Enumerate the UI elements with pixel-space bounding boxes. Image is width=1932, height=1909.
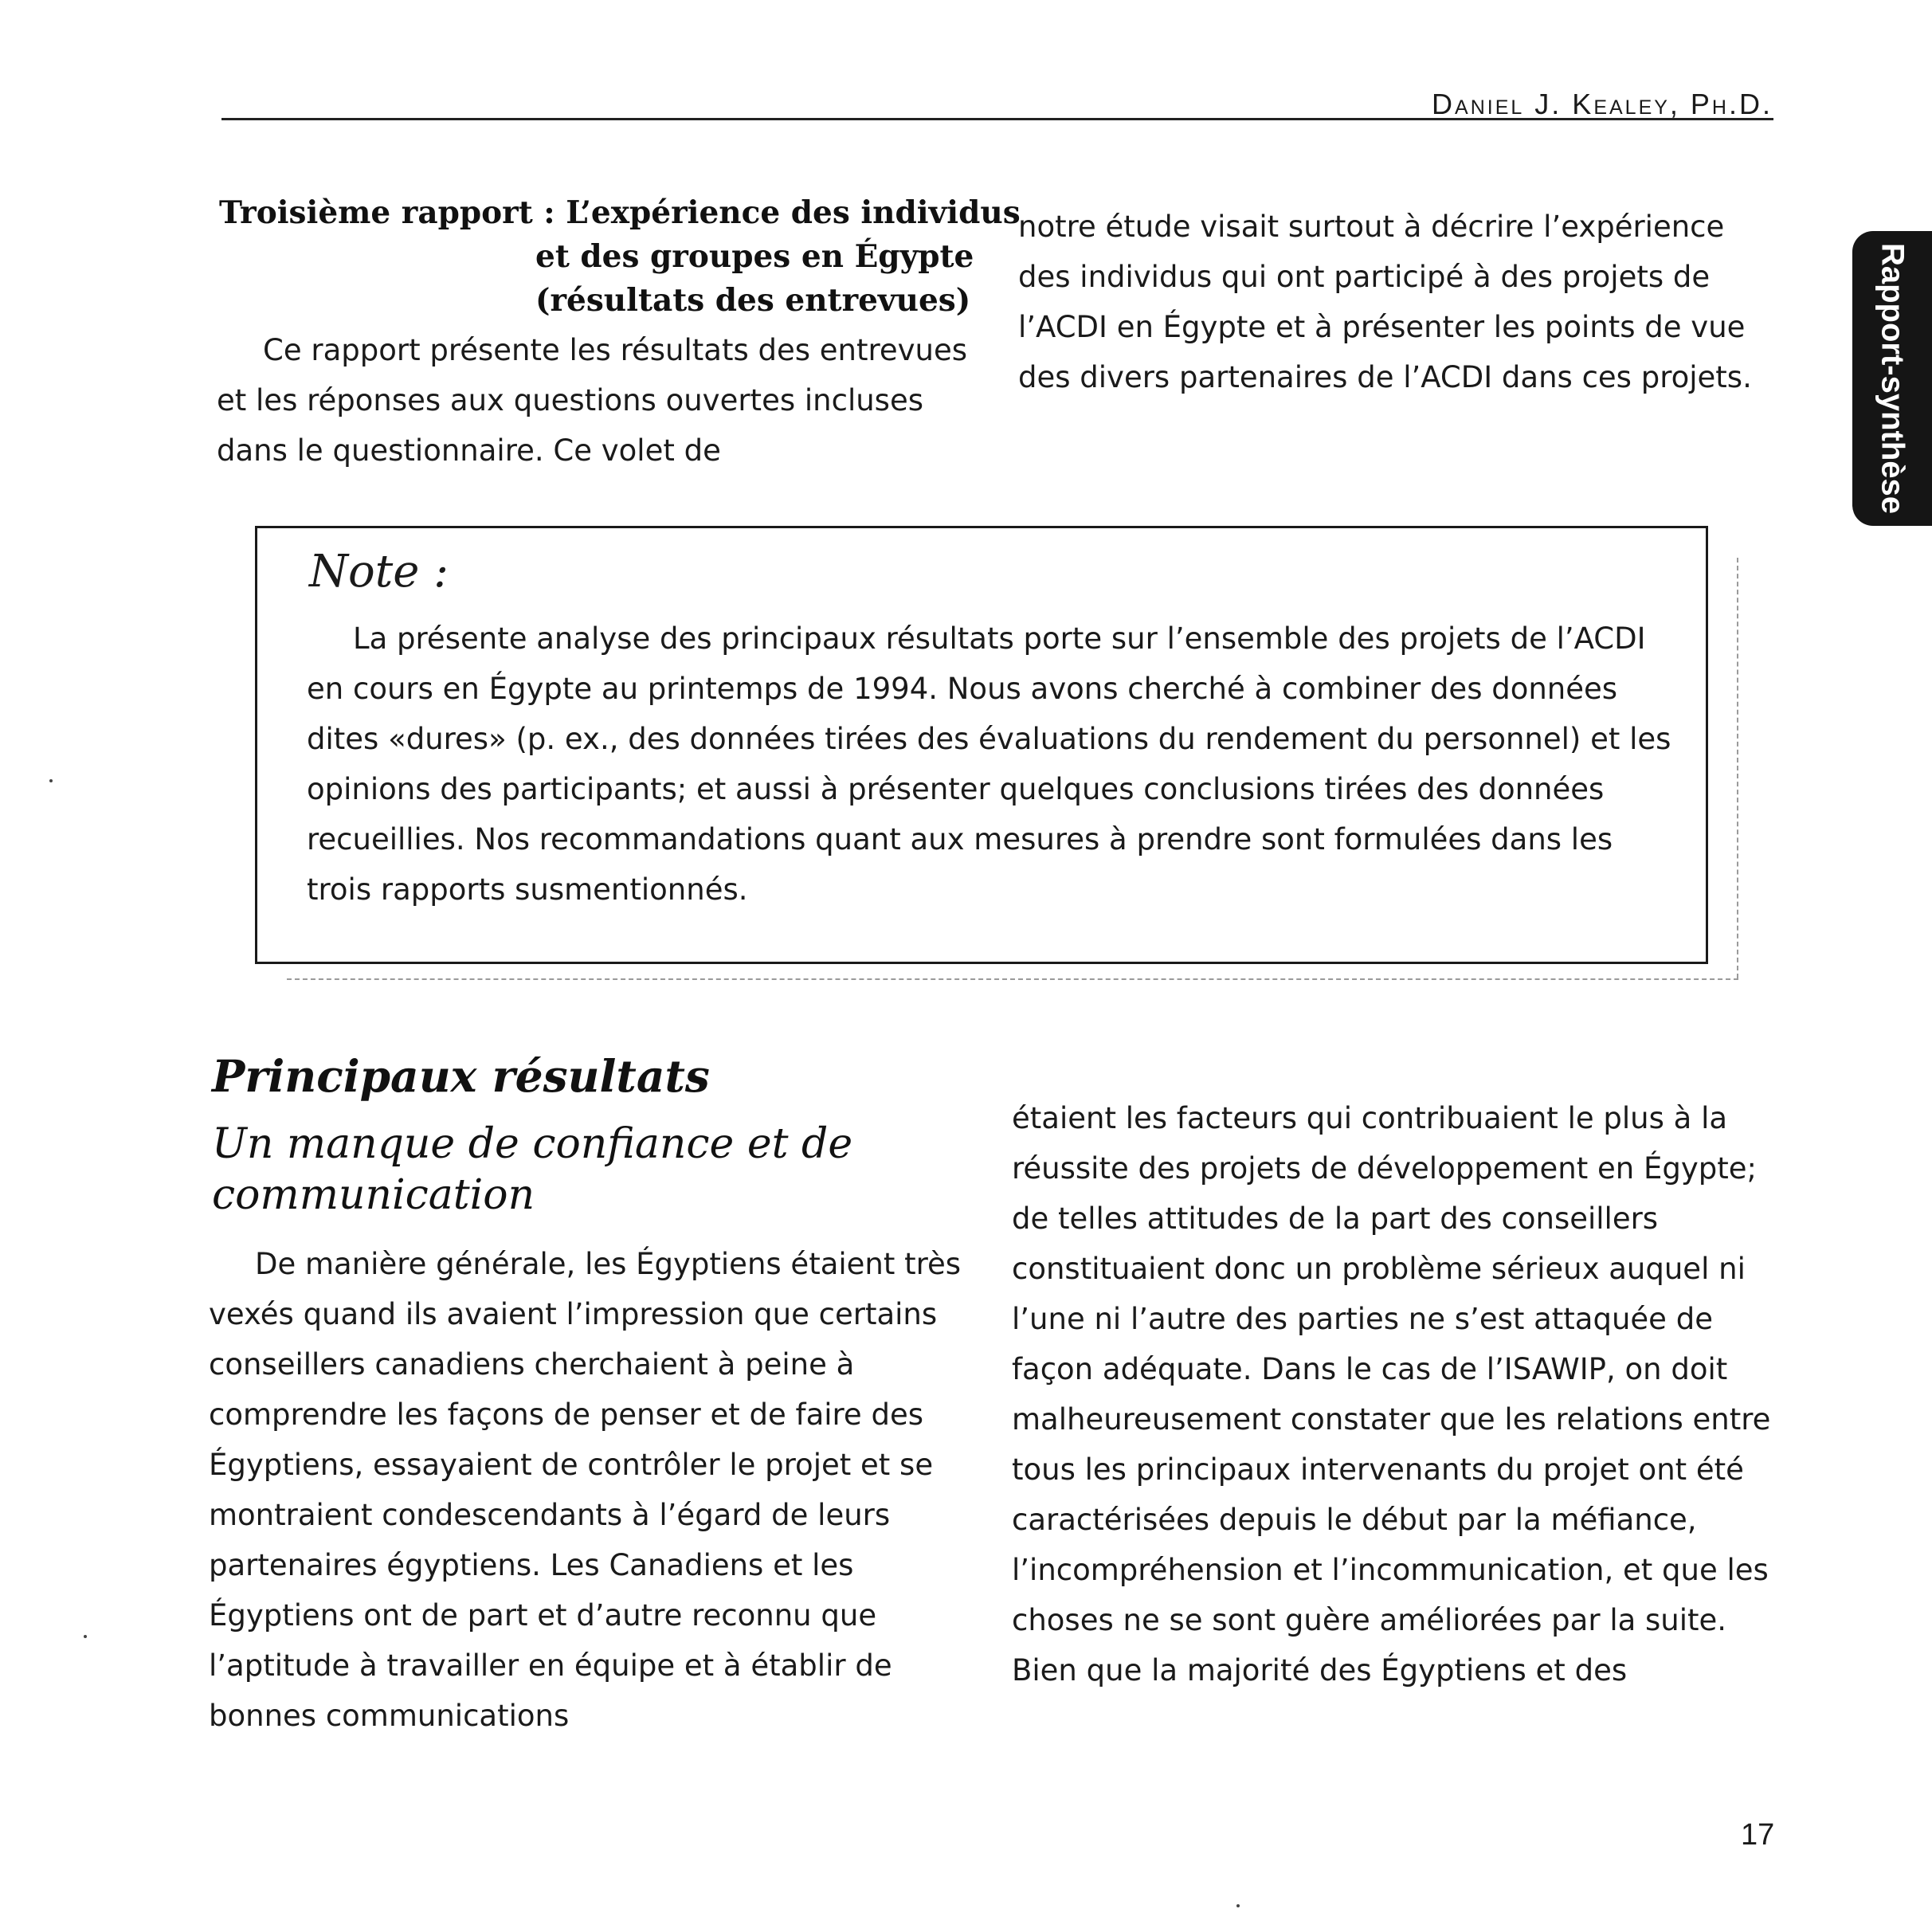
note-box-shadow-right <box>1737 558 1738 978</box>
intro-paragraph-left: Ce rapport présente les résultats des entrevues et les réponses aux questions ouvertes incluses dans le questionnaire. Ce volet de <box>217 333 968 468</box>
side-tab-label: Rapport-synthèse <box>1875 242 1910 515</box>
side-tab <box>1852 231 1932 526</box>
results-heading: Principaux résultats <box>212 1050 710 1102</box>
results-paragraph-left: De manière générale, les Égyptiens étaient très vexés quand ils avaient l’impression que certains conseillers canadiens cherchaient à peine à comprendre les façons de penser et de faire des Égyptiens, essayaient de contrôler le projet et se montraient condescendants à l’égard de leurs partenaires égyptiens. Les Canadiens et les Égyptiens ont de part et d’autre reconnu que l’aptitude à travailler en équipe et à établir de bonnes communications <box>209 1247 962 1733</box>
note-title: Note : <box>309 546 449 598</box>
running-head: Daniel J. Kealey, Ph.D. <box>1432 88 1773 120</box>
results-subheading: Un manque de confiance et de communication <box>212 1120 853 1219</box>
note-box-shadow-bottom <box>287 978 1738 980</box>
page-number: 17 <box>1741 1818 1775 1852</box>
header-rule <box>221 118 1773 120</box>
section-title-line-3: (résultats des entrevues) <box>535 282 971 319</box>
results-paragraph-right: étaient les facteurs qui contribuaient le plus à la réussite des projets de développement en Égypte; de telles attitudes de la part des conseillers constituaient donc un problème sérieux auquel ni l’une ni l’autre des parties ne s’est attaquée de façon adéquate. Dans le cas de l’ISAWIP, on doit malheureusement constater que les relations entre tous les principaux intervenants du projet ont été caractérisées depuis le début par la méfiance, l’incompréhension et l’incommunication, et que les choses ne se sont guère améliorées par la suite. Bien que la majorité des Égyptiens et des <box>1012 1101 1771 1688</box>
section-title-line-1: Troisième rapport : L’expérience des individus <box>219 194 1021 231</box>
scan-speck <box>49 779 53 782</box>
intro-paragraph-right: notre étude visait surtout à décrire l’expérience des individus qui ont participé à des projets de l’ACDI en Égypte et à présenter les points de vue des divers partenaires de l’ACDI dans ces projets. <box>1018 210 1752 394</box>
section-title <box>219 191 1021 323</box>
scan-speck <box>84 1635 87 1638</box>
section-title-line-2: et des groupes en Égypte <box>535 238 974 275</box>
note-text: La présente analyse des principaux résultats porte sur l’ensemble des projets de l’ACDI en cours en Égypte au printemps de 1994. Nous avons cherché à combiner des données dites «dures» (p. ex., des données tirées des évaluations du rendement du personnel) et les opinions des participants; et aussi à présenter quelques conclusions tirées des données recueillies. Nos recommandations quant aux mesures à prendre sont formulées dans les trois rapports susmentionnés. <box>307 621 1671 907</box>
scan-speck <box>1236 1904 1240 1907</box>
